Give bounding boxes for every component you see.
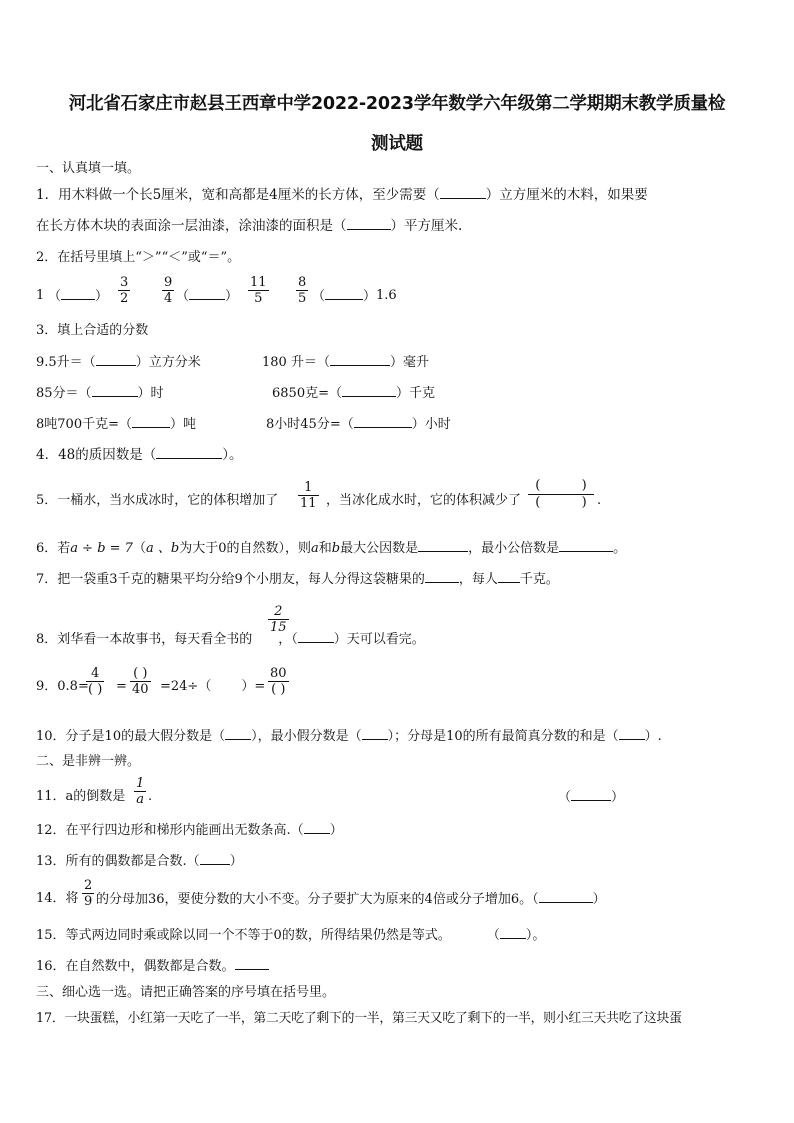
fraction-blank-40: ( ) 40: [132, 666, 149, 697]
question-12: 12．在平行四边形和梯形内能画出无数条高.（ ）: [36, 823, 343, 838]
answer-blank[interactable]: [298, 630, 334, 643]
compare-value: 1: [36, 288, 45, 303]
question-text: ）立方厘米的木料，如果要: [485, 187, 648, 203]
exam-title-line1: 河北省石家庄市赵县王西章中学2022-2023学年数学六年级第二学期期末教学质量检: [68, 94, 726, 114]
question-16: 16．在自然数中，偶数都是合数。: [36, 957, 760, 976]
section-heading-choose: 三、细心选一选。请把正确答案的序号填在括号里。: [36, 985, 336, 1000]
question-9: 9．0.8= 4 ( ) = ( ) 40 =24÷（ ）= 80 ( ): [36, 666, 287, 697]
answer-blank[interactable]: [325, 287, 363, 300]
question-15: 15．等式两边同时乘或除以同一个不等于0的数，所得结果仍然是等式。 （ ）。: [36, 928, 546, 943]
question-3-text: 3．填上合适的分数: [36, 323, 149, 338]
answer-blank[interactable]: [571, 788, 611, 801]
answer-blank[interactable]: [619, 727, 645, 740]
answer-blank[interactable]: [342, 384, 396, 397]
section-heading-fill: 一、认真填一填。: [36, 161, 141, 176]
answer-blank[interactable]: [132, 415, 170, 428]
fraction-1-11: $\frac{1}{11}$: [300, 480, 317, 511]
answer-blank[interactable]: [354, 415, 412, 428]
answer-blank[interactable]: [559, 539, 613, 552]
fraction-9-4: $\frac{9}{4}$: [164, 275, 173, 306]
fraction-1-a: $\frac{1}{a}$: [136, 776, 145, 807]
fraction-8-5: $\frac{8}{5}$: [298, 275, 307, 306]
answer-blank[interactable]: [96, 353, 136, 366]
question-2-text: 2．在括号里填上“＞”“＜”或“＝”。: [36, 250, 241, 265]
answer-blank[interactable]: [425, 570, 459, 583]
exam-page: 河北省石家庄市赵县王西章中学2022-2023学年数学六年级第二学期期末教学质量检 测试题 一、认真填一填。 1．用木料做一个长5厘米，宽和高都是4厘米的长方体，至少需要（ ）立方厘米的木料，如果要 在长方体木块的表面涂一层油漆，涂油漆的面积是（ ）平方厘米. 2．在括号里填上“＞”“＜”或“＝”。 1 （ ） $\frac{3}{2}$ $\frac{9}{4}$ （ ） $\frac{11}{5}$ $\frac{8}{5}$ （ ） 1.6 3．填上合适的分数 9.5升＝（ ）立方分米 180 升＝（ ）毫升 85分＝（ ）时 6850克=（ ）千克 8吨700千克=（ ）吨 8小时45分=（ ）小时 4．48的质因数是（ ）。 5．一桶水，当水成冰时，它的体积增加了 $\frac{1}{11}$ ，当冰化成水时，它的体积减少了 ( ) ( ) . 6．若a ÷ b = 7（a 、b为大于0的自然数），则a和b最大公因数是 ，最小公倍数是 。 7．把一袋重3千克的糖果平均分给9个小朋友，每人分得这袋糖果的 ，每人 千克。 $\frac{2}{15}$ 8．刘华看一本故事书，每天看全书的 ，（ ）天可以看完。 9．0.8= 4 ( ) = ( ) 40 =24÷（ ）= 80 ( ) 10．分子是10的最大假分数是（ ），最小假分数是（ ）；分母是10的所有最简真分数的和是（ ）. 二、是非辨一辨。 11．a的倒数是 $\frac{1}{a}$ . （ ） 12．在平行四边形和梯形内能画出无数条高.（ ） 13．所有的偶数都是合数.（ ） 14．将 $\frac{2}{9}$ 的分母加36，要使分数的大小不变。分子要扩大为原来的4倍或分子增加6。（ ） 15．等式两边同时乘或除以同一个不等于0的数，所得结果仍然是等式。 （ ）。 16．在自然数中，偶数都是合数。 三、细心选一选。请把正确答案的序号填在括号里。 17．一块蛋糕，小红第一天吃了一半，第二天吃了剩下的一半，第三天又吃了剩下的一半，则小红三天共吃了这块蛋: [0, 0, 794, 1123]
question-text: 在长方体木块的表面涂一层油漆，涂油漆的面积是（: [36, 218, 347, 234]
question-13: 13．所有的偶数都是合数.（ ）: [36, 854, 243, 869]
answer-blank[interactable]: [347, 217, 391, 230]
answer-blank[interactable]: [225, 727, 251, 740]
question-5: 5．一桶水，当水成冰时，它的体积增加了 $\frac{1}{11}$ ，当冰化成水时，它的体积减少了 ( ) ( ) .: [36, 478, 602, 511]
answer-blank[interactable]: [304, 821, 330, 834]
answer-blank[interactable]: [539, 890, 593, 903]
question-6: 6．若a ÷ b = 7（a 、b为大于0的自然数），则a和b最大公因数是 ，最小公倍数是 。: [36, 541, 627, 556]
answer-blank[interactable]: [330, 353, 390, 366]
question-11: 11．a的倒数是 $\frac{1}{a}$ . （ ）: [36, 776, 625, 807]
answer-blank[interactable]: [61, 287, 95, 300]
answer-fraction-blank[interactable]: ( ) ( ): [528, 478, 594, 511]
answer-blank[interactable]: [189, 287, 225, 300]
question-2-compare-row: 1 （ ） $\frac{3}{2}$ $\frac{9}{4}$ （ ） $\frac{11}{5}$ $\frac{8}{5}$ （ ） 1.6: [36, 275, 397, 306]
answer-blank[interactable]: [156, 446, 222, 459]
fraction-11-5: $\frac{11}{5}$: [250, 275, 267, 306]
answer-blank[interactable]: [418, 539, 468, 552]
compare-value: 1.6: [376, 288, 397, 303]
fraction-80-blank: 80 ( ): [270, 666, 287, 697]
question-text: 1．用木料做一个长5厘米，宽和高都是4厘米的长方体，至少需要（: [36, 187, 440, 203]
answer-blank[interactable]: [440, 186, 486, 199]
question-1-line2: [36, 217, 760, 235]
question-7: 7．把一袋重3千克的糖果平均分给9个小朋友，每人分得这袋糖果的 ，每人 千克。: [36, 572, 559, 587]
question-8: $\frac{2}{15}$ 8．刘华看一本故事书，每天看全书的 ，（ ）天可以看完。: [36, 604, 425, 647]
fraction-4-blank: 4 ( ): [88, 666, 103, 697]
exam-title-line2: 测试题: [371, 134, 423, 154]
section-heading-judge: 二、是非辨一辨。: [36, 754, 141, 769]
answer-blank[interactable]: [235, 957, 269, 970]
question-4: 4．48的质因数是（ ）。: [36, 447, 243, 463]
math-expression: a ÷ b = 7: [70, 541, 133, 556]
answer-blank[interactable]: [200, 852, 230, 865]
answer-blank[interactable]: [92, 384, 138, 397]
answer-blank[interactable]: [500, 926, 526, 939]
question-17: 17．一块蛋糕，小红第一天吃了一半，第二天吃了剩下的一半，第三天又吃了剩下的一半，则小红三天共吃了这块蛋: [36, 1011, 682, 1026]
question-14: 14．将 $\frac{2}{9}$ 的分母加36，要使分数的大小不变。分子要扩大为原来的4倍或分子增加6。（ ）: [36, 878, 606, 909]
answer-blank[interactable]: [362, 727, 388, 740]
fraction-2-9: $\frac{2}{9}$: [84, 878, 93, 909]
fraction-2-15: $\frac{2}{15}$: [270, 604, 287, 635]
question-10: 10．分子是10的最大假分数是（ ），最小假分数是（ ）；分母是10的所有最简真分数的和是（ ）.: [36, 729, 662, 744]
question-1-line1: [36, 186, 760, 204]
fraction-3-2: $\frac{3}{2}$: [120, 275, 129, 306]
answer-blank[interactable]: [498, 570, 520, 583]
question-text: ）平方厘米.: [390, 218, 463, 234]
